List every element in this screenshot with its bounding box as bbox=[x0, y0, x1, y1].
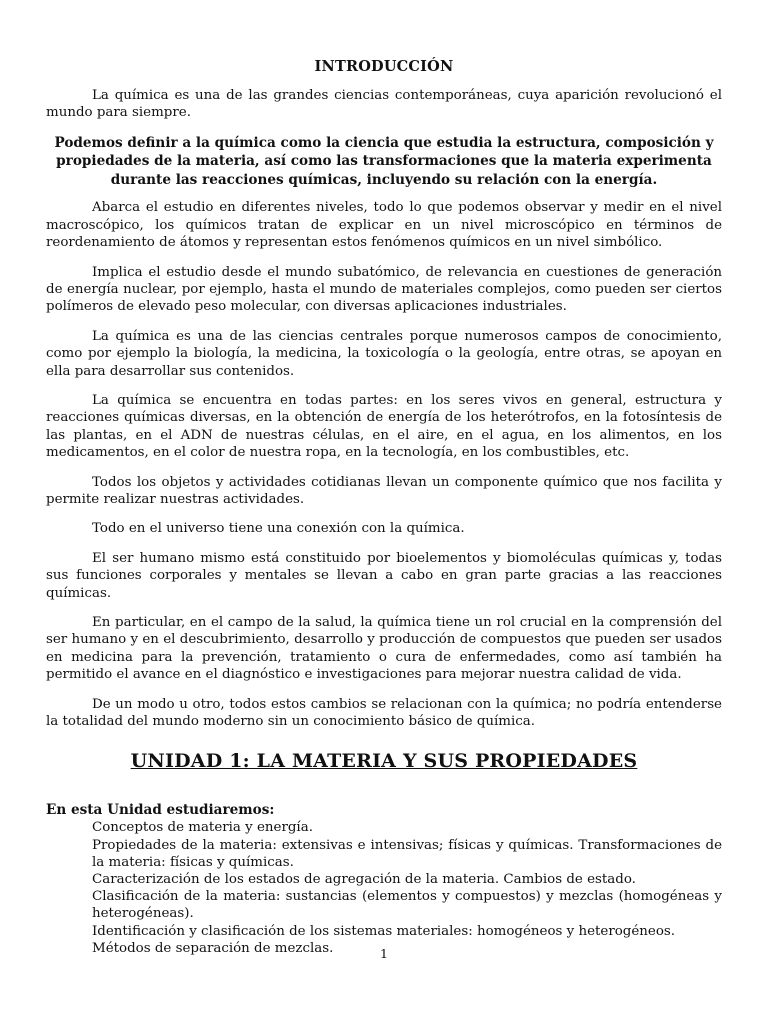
topic-item: Propiedades de la materia: extensivas e intensivas; físicas y químicas. Transformaciones de la materia: físicas y químicas. bbox=[92, 837, 722, 870]
study-heading: En esta Unidad estudiaremos: bbox=[46, 802, 275, 819]
intro-paragraph-5: La química se encuentra en todas partes: en los seres vivos en general, estructura y reacciones químicas diversas, en la obtención de energía de los heterótrofos, en la fotosíntesis de las plantas, en el ADN de nuestras células, en el aire, en el agua, en los alimentos, en los medicamentos, en el color de nuestra ropa, en la tecnología, en los combustibles, etc. bbox=[46, 392, 722, 461]
intro-paragraph-4: La química es una de las ciencias centrales porque numerosos campos de conocimiento, como por ejemplo la biología, la medicina, la toxicología o la geología, entre otras, se apoyan en ella para desarrollar sus contenidos. bbox=[46, 328, 722, 379]
intro-paragraph-8: El ser humano mismo está constituido por bioelementos y biomoléculas químicas y, todas sus funciones corporales y mentales se llevan a cabo en gran parte gracias a las reacciones químicas. bbox=[46, 550, 722, 601]
unit-title: UNIDAD 1: LA MATERIA Y SUS PROPIEDADES bbox=[130, 750, 638, 773]
topic-item: Conceptos de materia y energía. bbox=[92, 820, 313, 836]
topic-item: Caracterización de los estados de agregación de la materia. Cambios de estado. bbox=[92, 872, 636, 888]
intro-paragraph-1: La química es una de las grandes ciencias contemporáneas, cuya aparición revolucionó el mundo para siempre. bbox=[46, 88, 722, 121]
topic-item: Identificación y clasificación de los sistemas materiales: homogéneos y heterogéneos. bbox=[92, 923, 676, 939]
intro-paragraph-3: Implica el estudio desde el mundo subatómico, de relevancia en cuestiones de generación de energía nuclear, por ejemplo, hasta el mundo de materiales complejos, como pueden ser ciertos polímeros de elevado peso molecular, con diversas aplicaciones industriales. bbox=[46, 264, 722, 315]
intro-paragraph-9: En particular, en el campo de la salud, la química tiene un rol crucial en la comprensión del ser humano y en el descubrimiento, desarrollo y producción de compuestos que pueden ser usados en medicina para la prevención, tratamiento o cura de enfermedades, como así también ha permitido el avance en el diagnóstico e investigaciones para mejorar nuestra calidad de vida. bbox=[46, 615, 722, 683]
intro-paragraph-6: Todos los objetos y actividades cotidianas llevan un componente químico que nos facilita y permite realizar nuestras actividades. bbox=[46, 474, 722, 507]
intro-title: INTRODUCCIÓN bbox=[314, 58, 454, 75]
topic-item: Métodos de separación de mezclas. bbox=[92, 940, 334, 956]
intro-paragraph-2: Abarca el estudio en diferentes niveles, todo lo que podemos observar y medir en el nivel macroscópico, los químicos tratan de explicar en un nivel microscópico en términos de reordenamiento de átomos y representan estos fenómenos químicos en un nivel simbólico. bbox=[46, 200, 722, 251]
intro-paragraph-10: De un modo u otro, todos estos cambios se relacionan con la química; no podría entenderse la totalidad del mundo moderno sin un conocimiento básico de química. bbox=[46, 696, 722, 730]
topic-item: Clasificación de la materia: sustancias (elementos y compuestos) y mezclas (homogéneas y heterogéneas). bbox=[92, 889, 722, 922]
page-number: 1 bbox=[380, 946, 388, 961]
topic-list bbox=[46, 819, 722, 957]
chemistry-definition: Podemos definir a la química como la ciencia que estudia la estructura, composición y propiedades de la materia, así como las transformaciones que la materia experimenta durante las reacciones químicas, incluyendo su relación con la energía. bbox=[54, 134, 714, 188]
intro-paragraph-7: Todo en el universo tiene una conexión con la química. bbox=[92, 521, 465, 537]
